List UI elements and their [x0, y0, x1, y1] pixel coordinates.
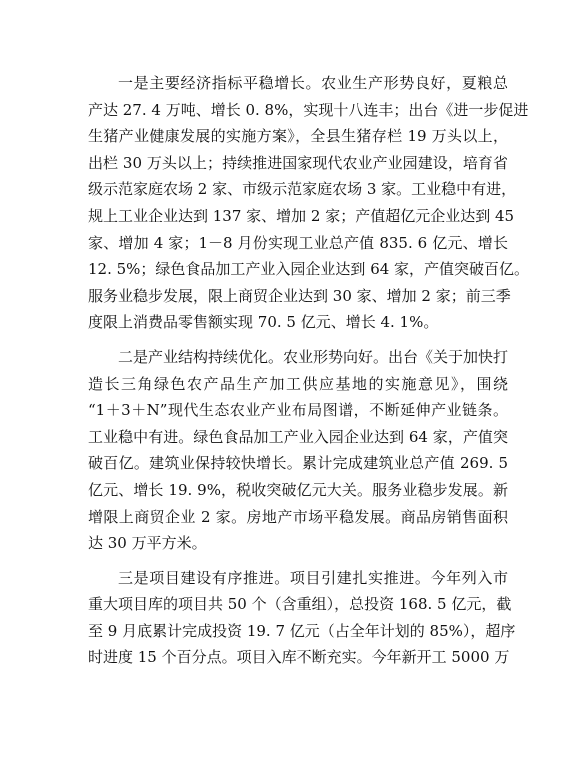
- document-body: [88, 70, 530, 679]
- paragraph-project-construction: [88, 565, 516, 671]
- text-line: 至 9 月底累计完成投资 19. 7 亿元（占全年计划的 85%），超序: [88, 621, 516, 640]
- text-line: 级示范家庭农场 2 家、市级示范家庭农场 3 家。工业稳中有进，: [88, 180, 517, 199]
- text-line: 工业稳中有进。绿色食品加工产业入园企业达到 64 家，产值突: [88, 427, 508, 446]
- text-line: 出栏 30 万头以上；持续推进国家现代农业产业园建设，培育省: [88, 153, 508, 172]
- text-line: 增限上商贸企业 2 家。房地产市场平稳发展。商品房销售面积: [88, 507, 508, 526]
- text-line: 度限上消费品零售额实现 70. 5 亿元、增长 4. 1%。: [88, 313, 439, 332]
- paragraph-industrial-structure: [88, 344, 508, 557]
- text-line: 家、增加 4 家；1－8 月份实现工业总产值 835. 6 亿元、增长: [88, 233, 508, 252]
- paragraph-economic-indicators: [88, 70, 530, 336]
- text-line: 生猪产业健康发展的实施方案》，全县生猪存栏 19 万头以上，: [88, 127, 508, 146]
- text-line: 时进度 15 个百分点。项目入库不断充实。今年新开工 5000 万: [88, 648, 510, 667]
- text-line: 二是产业结构持续优化。农业形势向好。出台《关于加快打: [118, 347, 509, 366]
- text-line: 造长三角绿色农产品生产加工供应基地的实施意见》，围绕: [88, 374, 508, 393]
- text-line: 重大项目库的项目共 50 个（含重组），总投资 168. 5 亿元，截: [88, 595, 512, 614]
- text-line: 亿元、增长 19. 9%，税收突破亿元大关。服务业稳步发展。新: [88, 480, 508, 499]
- text-line: 12. 5%；绿色食品加工产业入园企业达到 64 家，产值突破百亿。: [88, 260, 530, 279]
- text-line: “1＋3＋N”现代生态农业产业布局图谱，不断延伸产业链条。: [88, 401, 508, 420]
- text-line: 破百亿。建筑业保持较快增长。累计完成建筑业总产值 269. 5: [88, 454, 508, 473]
- text-line: 规上工业企业达到 137 家、增加 2 家；产值超亿元企业达到 45: [88, 206, 515, 225]
- text-line: 达 30 万平方米。: [88, 534, 207, 553]
- text-line: 一是主要经济指标平稳增长。农业生产形势良好，夏粮总: [118, 74, 508, 92]
- text-line: 产达 27. 4 万吨、增长 0. 8%，实现十八连丰；出台《进一步促进: [88, 100, 529, 119]
- text-line: 服务业稳步发展，限上商贸企业达到 30 家、增加 2 家；前三季: [88, 286, 511, 305]
- text-line: 三是项目建设有序推进。项目引建扎实推进。今年列入市: [118, 568, 508, 587]
